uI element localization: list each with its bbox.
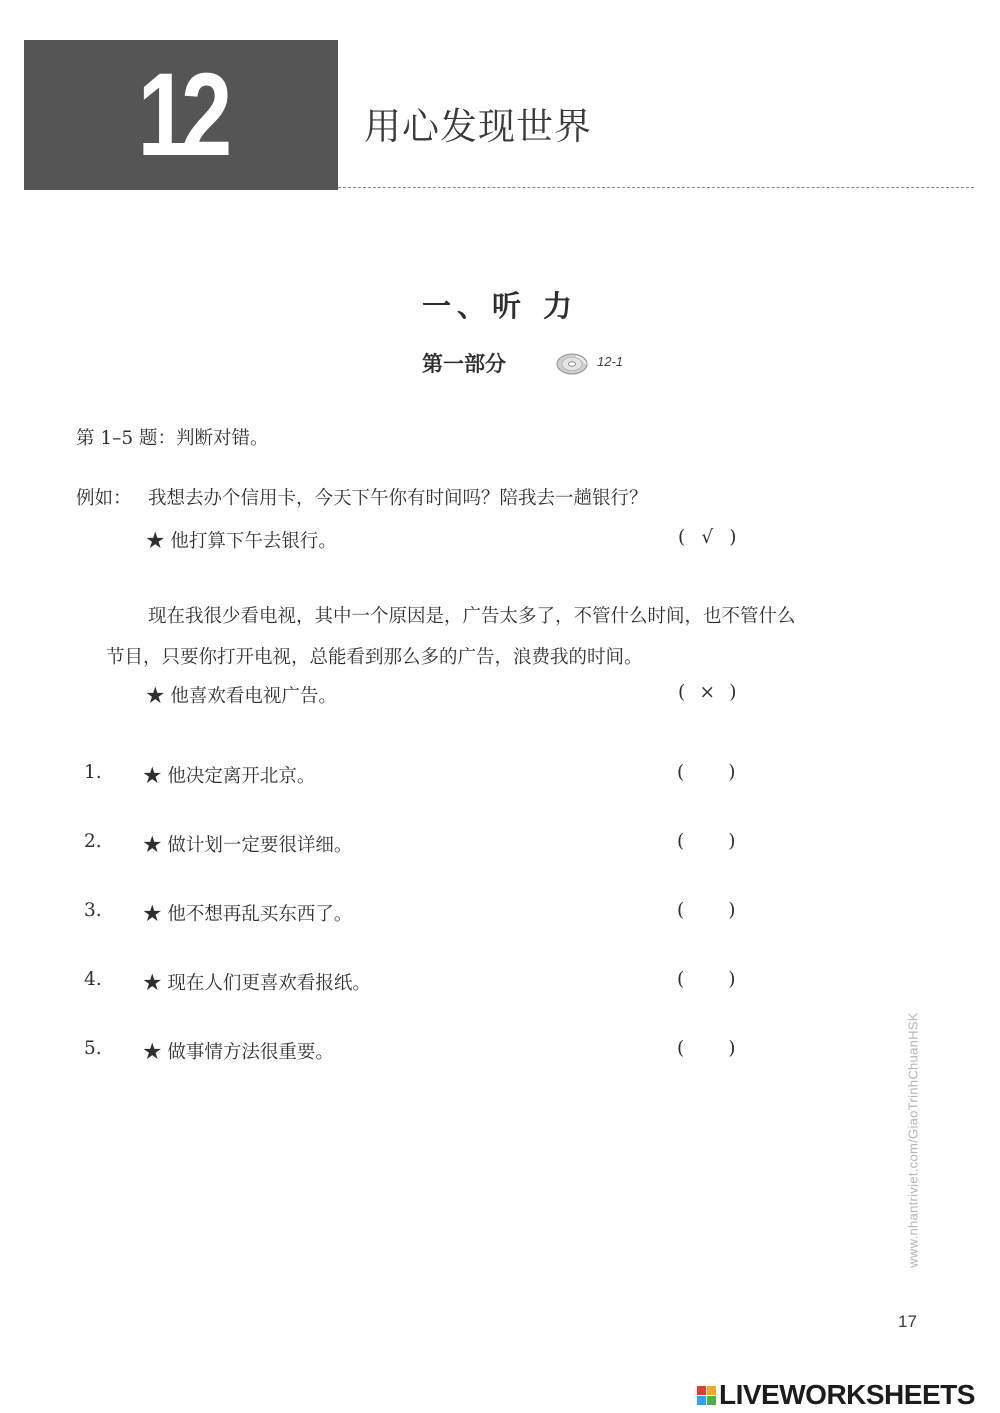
instruction: 第 1–5 题：判断对错。 (76, 428, 269, 449)
question-statement: ★ 做事情方法很重要。 (143, 1042, 334, 1063)
answer-box-4[interactable]: ( ) (677, 969, 736, 990)
page-number: 17 (898, 1312, 917, 1331)
chapter-title: 用心发现世界 (364, 105, 592, 148)
cross-mark: × (699, 682, 715, 703)
question-statement: ★ 他不想再乱买东西了。 (143, 904, 353, 925)
header-divider (338, 187, 974, 188)
section-title: 一、听 力 (421, 289, 579, 323)
example-text-2-line-1: 现在我很少看电视，其中一个原因是，广告太多了，不管什么时间，也不管什么 (148, 606, 796, 627)
question-number: 3. (84, 900, 102, 921)
liveworksheets-logo[interactable] (697, 1378, 975, 1412)
question-number: 5. (84, 1038, 102, 1059)
example-answer-2: ( × ) (678, 682, 737, 703)
checkmark: √ (701, 527, 714, 548)
part-title: 第一部分 (422, 351, 506, 376)
example-statement-2: ★ 他喜欢看电视广告。 (146, 686, 337, 707)
question-statement: ★ 现在人们更喜欢看报纸。 (143, 973, 371, 994)
audio-track-number: 12-1 (597, 354, 624, 369)
logo-blocks-icon (697, 1386, 716, 1405)
answer-box-1[interactable]: ( ) (677, 762, 736, 783)
example-statement-1: ★ 他打算下午去银行。 (146, 531, 337, 552)
question-statement: ★ 做计划一定要很详细。 (143, 835, 353, 856)
example-text-2-line-2: 节目，只要你打开电视，总能看到那么多的广告，浪费我的时间。 (106, 647, 643, 668)
example-text-1: 我想去办个信用卡，今天下午你有时间吗？陪我去一趟银行？ (148, 488, 648, 509)
answer-box-5[interactable]: ( ) (677, 1038, 736, 1059)
example-answer-1: ( √ ) (678, 527, 737, 548)
question-statement: ★ 他决定离开北京。 (143, 766, 316, 787)
answer-box-2[interactable]: ( ) (677, 831, 736, 852)
question-number: 2. (84, 831, 102, 852)
cd-disc-icon[interactable] (556, 350, 592, 376)
example-label: 例如： (76, 488, 132, 509)
question-number: 1. (84, 762, 102, 783)
chapter-number-block (24, 40, 338, 190)
chapter-number: 12 (137, 49, 225, 181)
question-number: 4. (84, 969, 102, 990)
logo-text: LIVEWORKSHEETS (719, 1379, 975, 1410)
answer-box-3[interactable]: ( ) (677, 900, 736, 921)
